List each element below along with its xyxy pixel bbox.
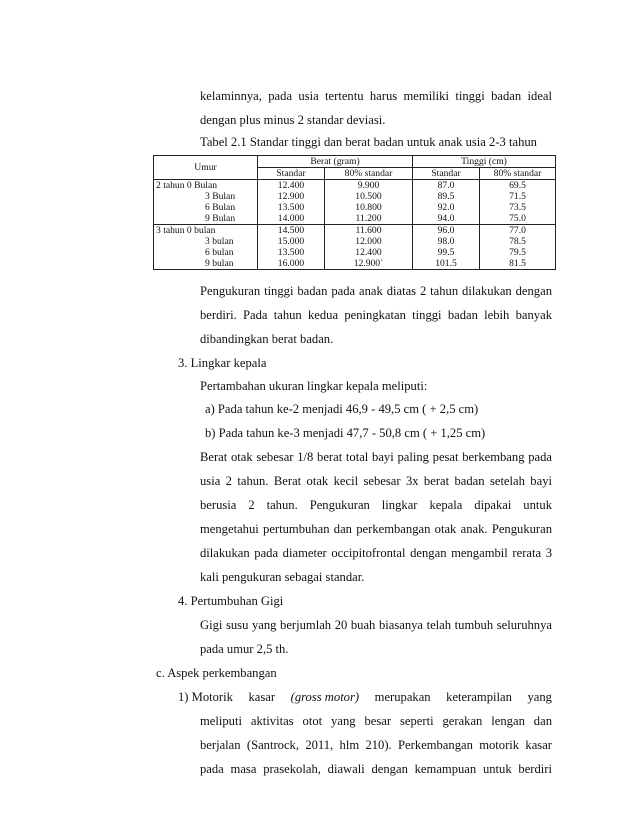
umur-value: 9 Bulan [205, 213, 236, 224]
item3-para-line: kali pengukuran sebagai standar. [200, 570, 365, 584]
berat-80-cell [325, 180, 413, 225]
tinggi-standar-cell [413, 225, 480, 270]
subheader-berat-standar: Standar [258, 168, 325, 180]
intro-line-2: dengan plus minus 2 standar deviasi. [200, 113, 386, 127]
header-tinggi: Tinggi (cm) [413, 156, 556, 168]
umur-value: 2 tahun 0 Bulan [156, 180, 218, 191]
table-row [154, 180, 556, 225]
cell-value: 9.900 [357, 180, 380, 191]
header-umur: Umur [154, 156, 258, 180]
umur-value: 3 tahun 0 bulan [156, 225, 216, 236]
cell-value: 11.600 [355, 225, 382, 236]
cell-value: 99.5 [437, 247, 455, 258]
cell-value: 92.0 [437, 202, 455, 213]
item3-point-b: b) Pada tahun ke-3 menjadi 47,7 - 50,8 cm ( + 1,25 cm) [205, 426, 486, 440]
cell-value: 75.0 [509, 213, 526, 224]
section-c-item1-first-line [178, 689, 552, 705]
cell-value: 16.000 [277, 258, 305, 269]
cell-value: 79.5 [509, 247, 526, 258]
cell-value: 12.900` [353, 258, 384, 269]
umur-cell [154, 225, 258, 270]
after-table-line-3: dibandingkan berat badan. [200, 332, 334, 346]
item1-word: keterampilan [446, 690, 512, 704]
item3-para-line: berusia 2 tahun. Pengukuran lingkar kepala dipakai untuk [200, 498, 552, 512]
cell-value: 13.500 [277, 247, 305, 258]
after-table-line-1: Pengukuran tinggi badan pada anak diatas 2 tahun dilakukan dengan [200, 284, 552, 298]
item4-heading: 4. Pertumbuhan Gigi [178, 594, 284, 608]
section-c-item1-line: berjalan (Santrock, 2011, hlm 210). Perkembangan motorik kasar [200, 738, 552, 752]
cell-value: 12.400 [355, 247, 382, 258]
item4-para-line: Gigi susu yang berjumlah 20 buah biasanya telah tumbuh seluruhnya [200, 618, 552, 632]
cell-value: 13.500 [277, 202, 305, 213]
cell-value: 98.0 [437, 236, 455, 247]
cell-value: 15.000 [277, 236, 305, 247]
cell-value: 87.0 [437, 180, 455, 191]
berat-80-cell [325, 225, 413, 270]
cell-value: 69.5 [509, 180, 526, 191]
header-berat: Berat (gram) [258, 156, 413, 168]
item4-para-line: pada umur 2,5 th. [200, 642, 289, 656]
item3-para-line: mengetahui pertumbuhan dan perkembangan otak anak. Pengukuran [200, 522, 552, 536]
cell-value: 77.0 [509, 225, 526, 236]
table-caption: Tabel 2.1 Standar tinggi dan berat badan untuk anak usia 2-3 tahun [200, 135, 537, 149]
umur-value: 3 bulan [205, 236, 234, 247]
item3-para-line: usia 2 tahun. Berat otak kecil sebesar 3x berat badan setelah bayi [200, 474, 552, 488]
tinggi-80-cell [480, 180, 556, 225]
umur-value: 6 Bulan [205, 202, 236, 213]
subheader-tinggi-standar: Standar [413, 168, 480, 180]
cell-value: 12.400 [277, 180, 305, 191]
cell-value: 10.800 [355, 202, 382, 213]
umur-value: 3 Bulan [205, 191, 236, 202]
item3-para-line: Berat otak sebesar 1/8 berat total bayi paling pesat berkembang pada [200, 450, 552, 464]
cell-value: 73.5 [509, 202, 526, 213]
item3-point-a: a) Pada tahun ke-2 menjadi 46,9 - 49,5 cm ( + 2,5 cm) [205, 402, 479, 416]
cell-value: 10.500 [355, 191, 382, 202]
cell-value: 14.500 [277, 225, 305, 236]
berat-standar-cell [258, 180, 325, 225]
umur-value: 6 bulan [205, 247, 234, 258]
item1-term-italic: (gross motor) [290, 690, 360, 704]
cell-value: 78.5 [509, 236, 526, 247]
cell-value: 71.5 [509, 191, 526, 202]
item1-word: 1) Motorik [178, 690, 233, 704]
cell-value: 12.000 [355, 236, 382, 247]
item3-para-line: dilakukan pada diameter occipitofrontal dengan mengambil rerata 3 [200, 546, 552, 560]
section-c-heading: c. Aspek perkembangan [156, 666, 277, 680]
cell-value: 12.900 [277, 191, 305, 202]
cell-value: 96.0 [437, 225, 455, 236]
cell-value: 94.0 [437, 213, 455, 224]
cell-value: 81.5 [509, 258, 526, 269]
berat-standar-cell [258, 225, 325, 270]
after-table-line-2: berdiri. Pada tahun kedua peningkatan tinggi badan lebih banyak [200, 308, 552, 322]
subheader-berat-80: 80% standar [325, 168, 413, 180]
growth-standard-table [153, 155, 556, 270]
section-c-item1-line: pada masa prasekolah, diawali dengan kemampuan untuk berdiri [200, 762, 552, 776]
umur-cell [154, 180, 258, 225]
item1-word: kasar [248, 690, 276, 704]
item3-heading: 3. Lingkar kepala [178, 356, 267, 370]
tinggi-80-cell [480, 225, 556, 270]
subheader-tinggi-80: 80% standar [480, 168, 556, 180]
tinggi-standar-cell [413, 180, 480, 225]
cell-value: 14.000 [277, 213, 305, 224]
intro-line-1: kelaminnya, pada usia tertentu harus memiliki tinggi badan ideal [200, 89, 552, 103]
item1-word: merupakan [374, 690, 431, 704]
table-header-row [154, 156, 556, 168]
section-c-item1-line: meliputi aktivitas otot yang besar seperti gerakan lengan dan [200, 714, 552, 728]
cell-value: 89.5 [437, 191, 455, 202]
umur-value: 9 bulan [205, 258, 234, 269]
item1-word: yang [527, 690, 552, 704]
table-row [154, 225, 556, 270]
cell-value: 11.200 [355, 213, 382, 224]
cell-value: 101.5 [435, 258, 457, 269]
item3-intro: Pertambahan ukuran lingkar kepala meliputi: [200, 379, 428, 393]
